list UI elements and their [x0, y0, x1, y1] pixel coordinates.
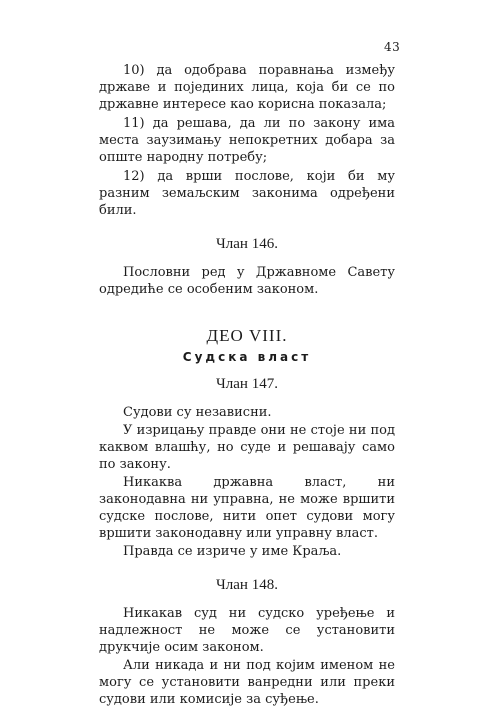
part-title: ДЕО VIII.	[206, 326, 288, 345]
item-12: 12) да врши послове, који би му разним земаљским законима одређени били.	[99, 169, 395, 218]
item-11: 11) да решава, да ли по закону има места заузимању непокретних добара за опште народну потребу;	[99, 116, 395, 165]
article-147-paragraph: Судови су независни.	[123, 405, 272, 420]
article-148-paragraph: Никакав суд ни судско уређење и надлежност не може се установити друкчије осим законом.	[99, 606, 395, 655]
page-content	[99, 62, 395, 709]
article-147-paragraph: У изрицању правде они не стоје ни под каквом влашћу, но суде и решавају само по закону.	[99, 423, 395, 472]
article-147-heading: Члан 147.	[216, 376, 278, 392]
article-147-paragraph: Правда се изриче у име Краља.	[123, 544, 342, 559]
article-146-paragraph: Пословни ред у Државноме Савету одредиће се особеним законом.	[99, 265, 395, 297]
page-number: 43	[384, 40, 401, 54]
part-subtitle: Судска власт	[182, 350, 312, 364]
article-148-paragraph: Али никада и ни под којим именом не могу се установити ванредни или преки судови или комисије за суђење.	[99, 658, 395, 707]
item-10: 10) да одобрава поравнања између државе и појединих лица, која би се по државне интересе као корисна показала;	[99, 63, 395, 112]
article-147-paragraph: Никаква државна власт, ни законодавна ни управна, не може вршити судске послове, нити опет судови могу вршити законодавну или управну власт.	[99, 475, 395, 541]
article-146-heading: Члан 146.	[216, 236, 278, 252]
article-148-heading: Члан 148.	[216, 577, 278, 593]
